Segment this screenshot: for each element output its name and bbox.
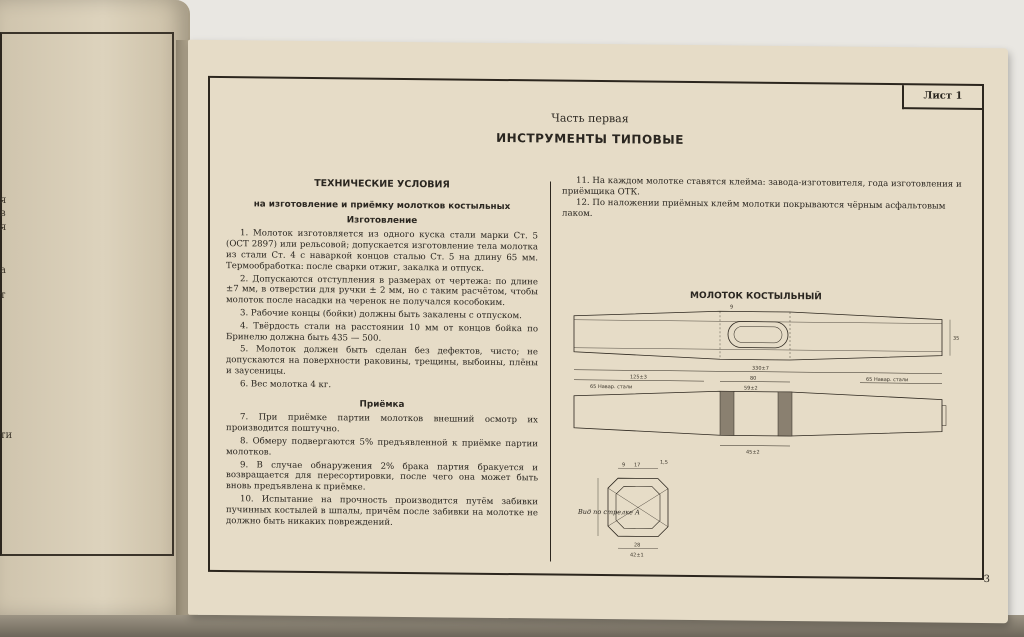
spec-item: 9. В случае обнаружения 2% брака партия бракуется и возвращается для пересортировки, после чего она может быть вновь предъявлена к приёмке. [226, 459, 538, 493]
view-caption: Вид по стрелке А [578, 507, 640, 517]
spec-title: ТЕХНИЧЕСКИЕ УСЛОВИЯ [314, 178, 450, 191]
dim-label: 42±1 [630, 552, 644, 559]
left-fragment: ти [0, 430, 13, 441]
left-page [0, 0, 190, 615]
dim-label: 80 [750, 375, 757, 382]
right-page [188, 40, 1008, 624]
left-fragment: я [0, 222, 7, 233]
drawing-title: МОЛОТОК КОСТЫЛЬНЫЙ [690, 290, 822, 303]
spec-item: 3. Рабочие концы (бойки) должны быть закалены с отпуском. [240, 308, 522, 322]
spec-item: 10. Испытание на прочность производится путём забивки пучинных костылей в шпалы, причём после забивки на молотке не должно быть никаких повреждений. [226, 494, 538, 528]
dim-label: 330±7 [752, 365, 769, 372]
spec-item: 5. Молоток должен быть сделан без дефектов, чисто; не допускаются на поверхности раковины, трещины, выбоины, плёны и заусеницы. [226, 344, 538, 377]
spec-item: 12. По наложении приёмных клейм молотки покрываются чёрным асфальтовым лаком. [562, 197, 946, 219]
dim-label: 9 [622, 462, 626, 469]
hammer-side-view [574, 390, 942, 438]
hammer-drawing [570, 304, 970, 582]
left-fragment: в [0, 208, 6, 219]
left-fragment: а [0, 265, 6, 276]
dim-label: 65 Навар. стали [590, 383, 633, 391]
section-heading: ИНСТРУМЕНТЫ ТИПОВЫЕ [496, 130, 684, 147]
spec-item: 11. На каждом молотке ставятся клейма: завода-изготовителя, года изготовления и приёмщика ОТК. [562, 175, 962, 198]
column-divider [550, 181, 551, 561]
spec-item: 4. Твёрдость стали на расстоянии 10 мм от концов бойка по Бринелю должна быть 435 — 500. [226, 321, 538, 344]
left-fragment: я [0, 195, 7, 206]
spec-item: 7. При приёмке партии молотков внешний осмотр их производится поштучно. [226, 412, 538, 435]
spec-right-column [562, 176, 972, 225]
spec-item: 8. Обмеру подвергаются 5% предъявленной к приёмке партии молотков. [226, 436, 538, 458]
spec-left-column [226, 178, 538, 532]
left-fragment: т [0, 290, 6, 301]
dim-label: 1,5 [660, 459, 668, 466]
spec-item: 1. Молоток изготовляется из одного куска стали марки Ст. 5 (ОСТ 2897) или рельсовой; допускается изготовление тела молотка из стали Ст. 4 с наваркой концов сталью Ст. 5 на длину 65 мм. Термообработка: после сварки отжиг, закалка и отпуск. [226, 228, 538, 274]
handle-hole [728, 321, 788, 348]
spec-item: 6. Вес молотка 4 кг. [240, 379, 332, 390]
spec-item: 2. Допускаются отступления в размерах от чертежа: по длине ±7 мм, в отверстии для ручки ± 2 мм, но с таким расчётом, чтобы молоток после насадки на черенок не получался кособоким. [226, 273, 538, 309]
hammer-top-view [574, 310, 942, 362]
dim-label: 17 [634, 462, 641, 469]
sheet-label: Лист 1 [902, 85, 982, 110]
acceptance-heading: Приёмка [359, 399, 405, 410]
dim-label: 65 Навар. стали [866, 376, 909, 384]
left-page-frame [0, 32, 174, 556]
weld-zone [778, 392, 792, 436]
dim-label: 59±2 [744, 385, 758, 392]
dim-label: 45±2 [746, 449, 760, 456]
manufacture-heading: Изготовление [346, 214, 418, 226]
spec-subtitle: на изготовление и приёмку молотков костыльных [253, 199, 511, 212]
dim-label: 9 [730, 304, 734, 311]
weld-zone [720, 391, 734, 435]
dim-label: 28 [634, 542, 641, 549]
page-frame [208, 76, 984, 580]
dim-label: 125±3 [630, 374, 647, 381]
part-heading: Часть первая [551, 111, 629, 126]
page-number: 3 [983, 574, 990, 586]
dim-label: 35 [953, 335, 960, 342]
